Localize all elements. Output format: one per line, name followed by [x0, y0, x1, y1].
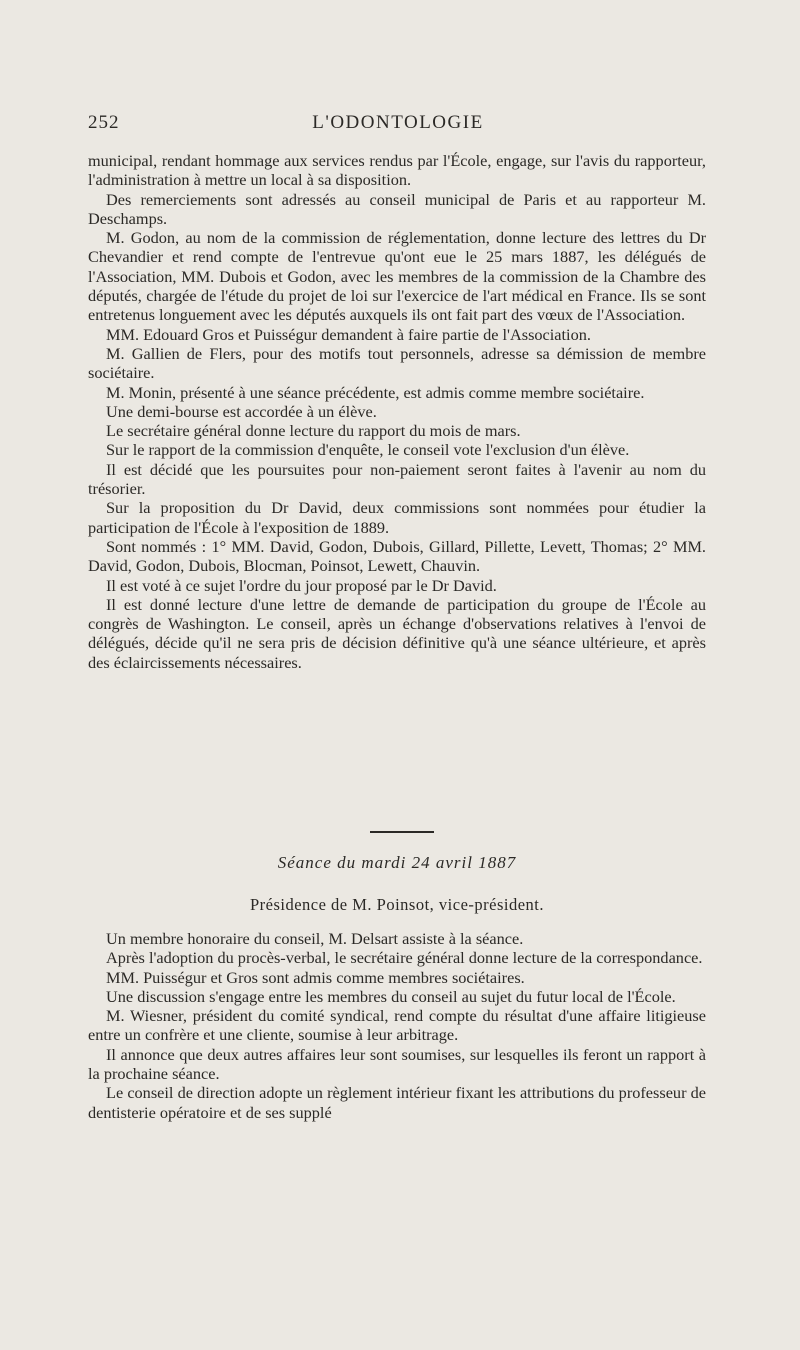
paragraph: Après l'adoption du procès-verbal, le secrétaire général donne lecture de la correspondance. [106, 948, 703, 968]
page-number: 252 [88, 112, 120, 133]
paragraph: M. Godon, au nom de la commission de réglementation, donne lecture des lettres du Dr Chevandier et rend compte de l'entrevue qu'ont eue le 25 mars 1887, les délégués de l'Association, MM. Dubois et Godon, avec les membres de la commission de la Chambre des députés, chargée de l'étude du projet de loi sur l'exercice de l'art médical en France. Ils se sont entretenus longuement avec les députés auxquels ils ont fait part des vœux de l'Association. [88, 228, 706, 325]
paragraph: Sur le rapport de la commission d'enquête, le conseil vote l'exclusion d'un élève. [106, 440, 630, 460]
session-title: Séance du mardi 24 avril 1887 [277, 853, 517, 872]
paragraph: Il est décidé que les poursuites pour non-paiement seront faites à l'avenir au nom du trésorier. [88, 459, 706, 499]
journal-title: L'ODONTOLOGIE [312, 112, 484, 133]
paragraph: municipal, rendant hommage aux services rendus par l'École, engage, sur l'avis du rapporteur, l'administration à mettre un local à sa disposition. [88, 151, 706, 190]
minutes-text-after [88, 929, 706, 1122]
paragraph: Le conseil de direction adopte un règlement intérieur fixant les attributions du professeur de dentisterie opératoire et de ses supplé [88, 1083, 706, 1122]
paragraph: Sur la proposition du Dr David, deux commissions sont nommées pour étudier la participation de l'École à l'exposition de 1889. [88, 498, 706, 537]
paragraph: Il est voté à ce sujet l'ordre du jour proposé par le Dr David. [106, 575, 497, 595]
paragraph: Une demi-bourse est accordée à un élève. [106, 401, 377, 421]
paragraph: Sont nommés : 1° MM. David, Godon, Dubois, Gillard, Pillette, Levett, Thomas; 2° MM. David, Godon, Dubois, Blocman, Poinsot, Lewett, Chauvin. [88, 536, 706, 576]
paragraph: Il est donné lecture d'une lettre de demande de participation du groupe de l'École au congrès de Washington. Le conseil, après un échange d'observations relatives à l'envoi de délégués, décide qu'il ne sera pris de décision définitive qu'à une séance ultérieure, et après des éclaircissements nécessaires. [88, 594, 706, 672]
paragraph: M. Monin, présenté à une séance précédente, est admis comme membre sociétaire. [106, 382, 645, 402]
paragraph: MM. Puisségur et Gros sont admis comme membres sociétaires. [106, 967, 525, 987]
section-divider [370, 831, 434, 833]
paragraph: Une discussion s'engage entre les membres du conseil au sujet du futur local de l'École. [106, 986, 676, 1006]
running-head [88, 112, 708, 142]
paragraph: M. Wiesner, président du comité syndical, rend compte du résultat d'une affaire litigieuse entre un confrère et une cliente, soumise à leur arbitrage. [88, 1006, 706, 1045]
paragraph: MM. Edouard Gros et Puisségur demandent à faire partie de l'Association. [106, 324, 591, 344]
paragraph: Il annonce que deux autres affaires leur sont soumises, sur lesquelles ils feront un rapport à la prochaine séance. [88, 1044, 706, 1084]
paragraph: M. Gallien de Flers, pour des motifs tout personnels, adresse sa démission de membre sociétaire. [88, 343, 706, 383]
minutes-text-before [88, 151, 706, 672]
paragraph: Un membre honoraire du conseil, M. Delsart assiste à la séance. [106, 929, 524, 948]
paragraph: Le secrétaire général donne lecture du rapport du mois de mars. [106, 421, 521, 441]
paragraph: Des remerciements sont adressés au conseil municipal de Paris et au rapporteur M. Deschamps. [88, 189, 706, 228]
presidency-line: Présidence de M. Poinsot, vice-président. [249, 895, 545, 914]
